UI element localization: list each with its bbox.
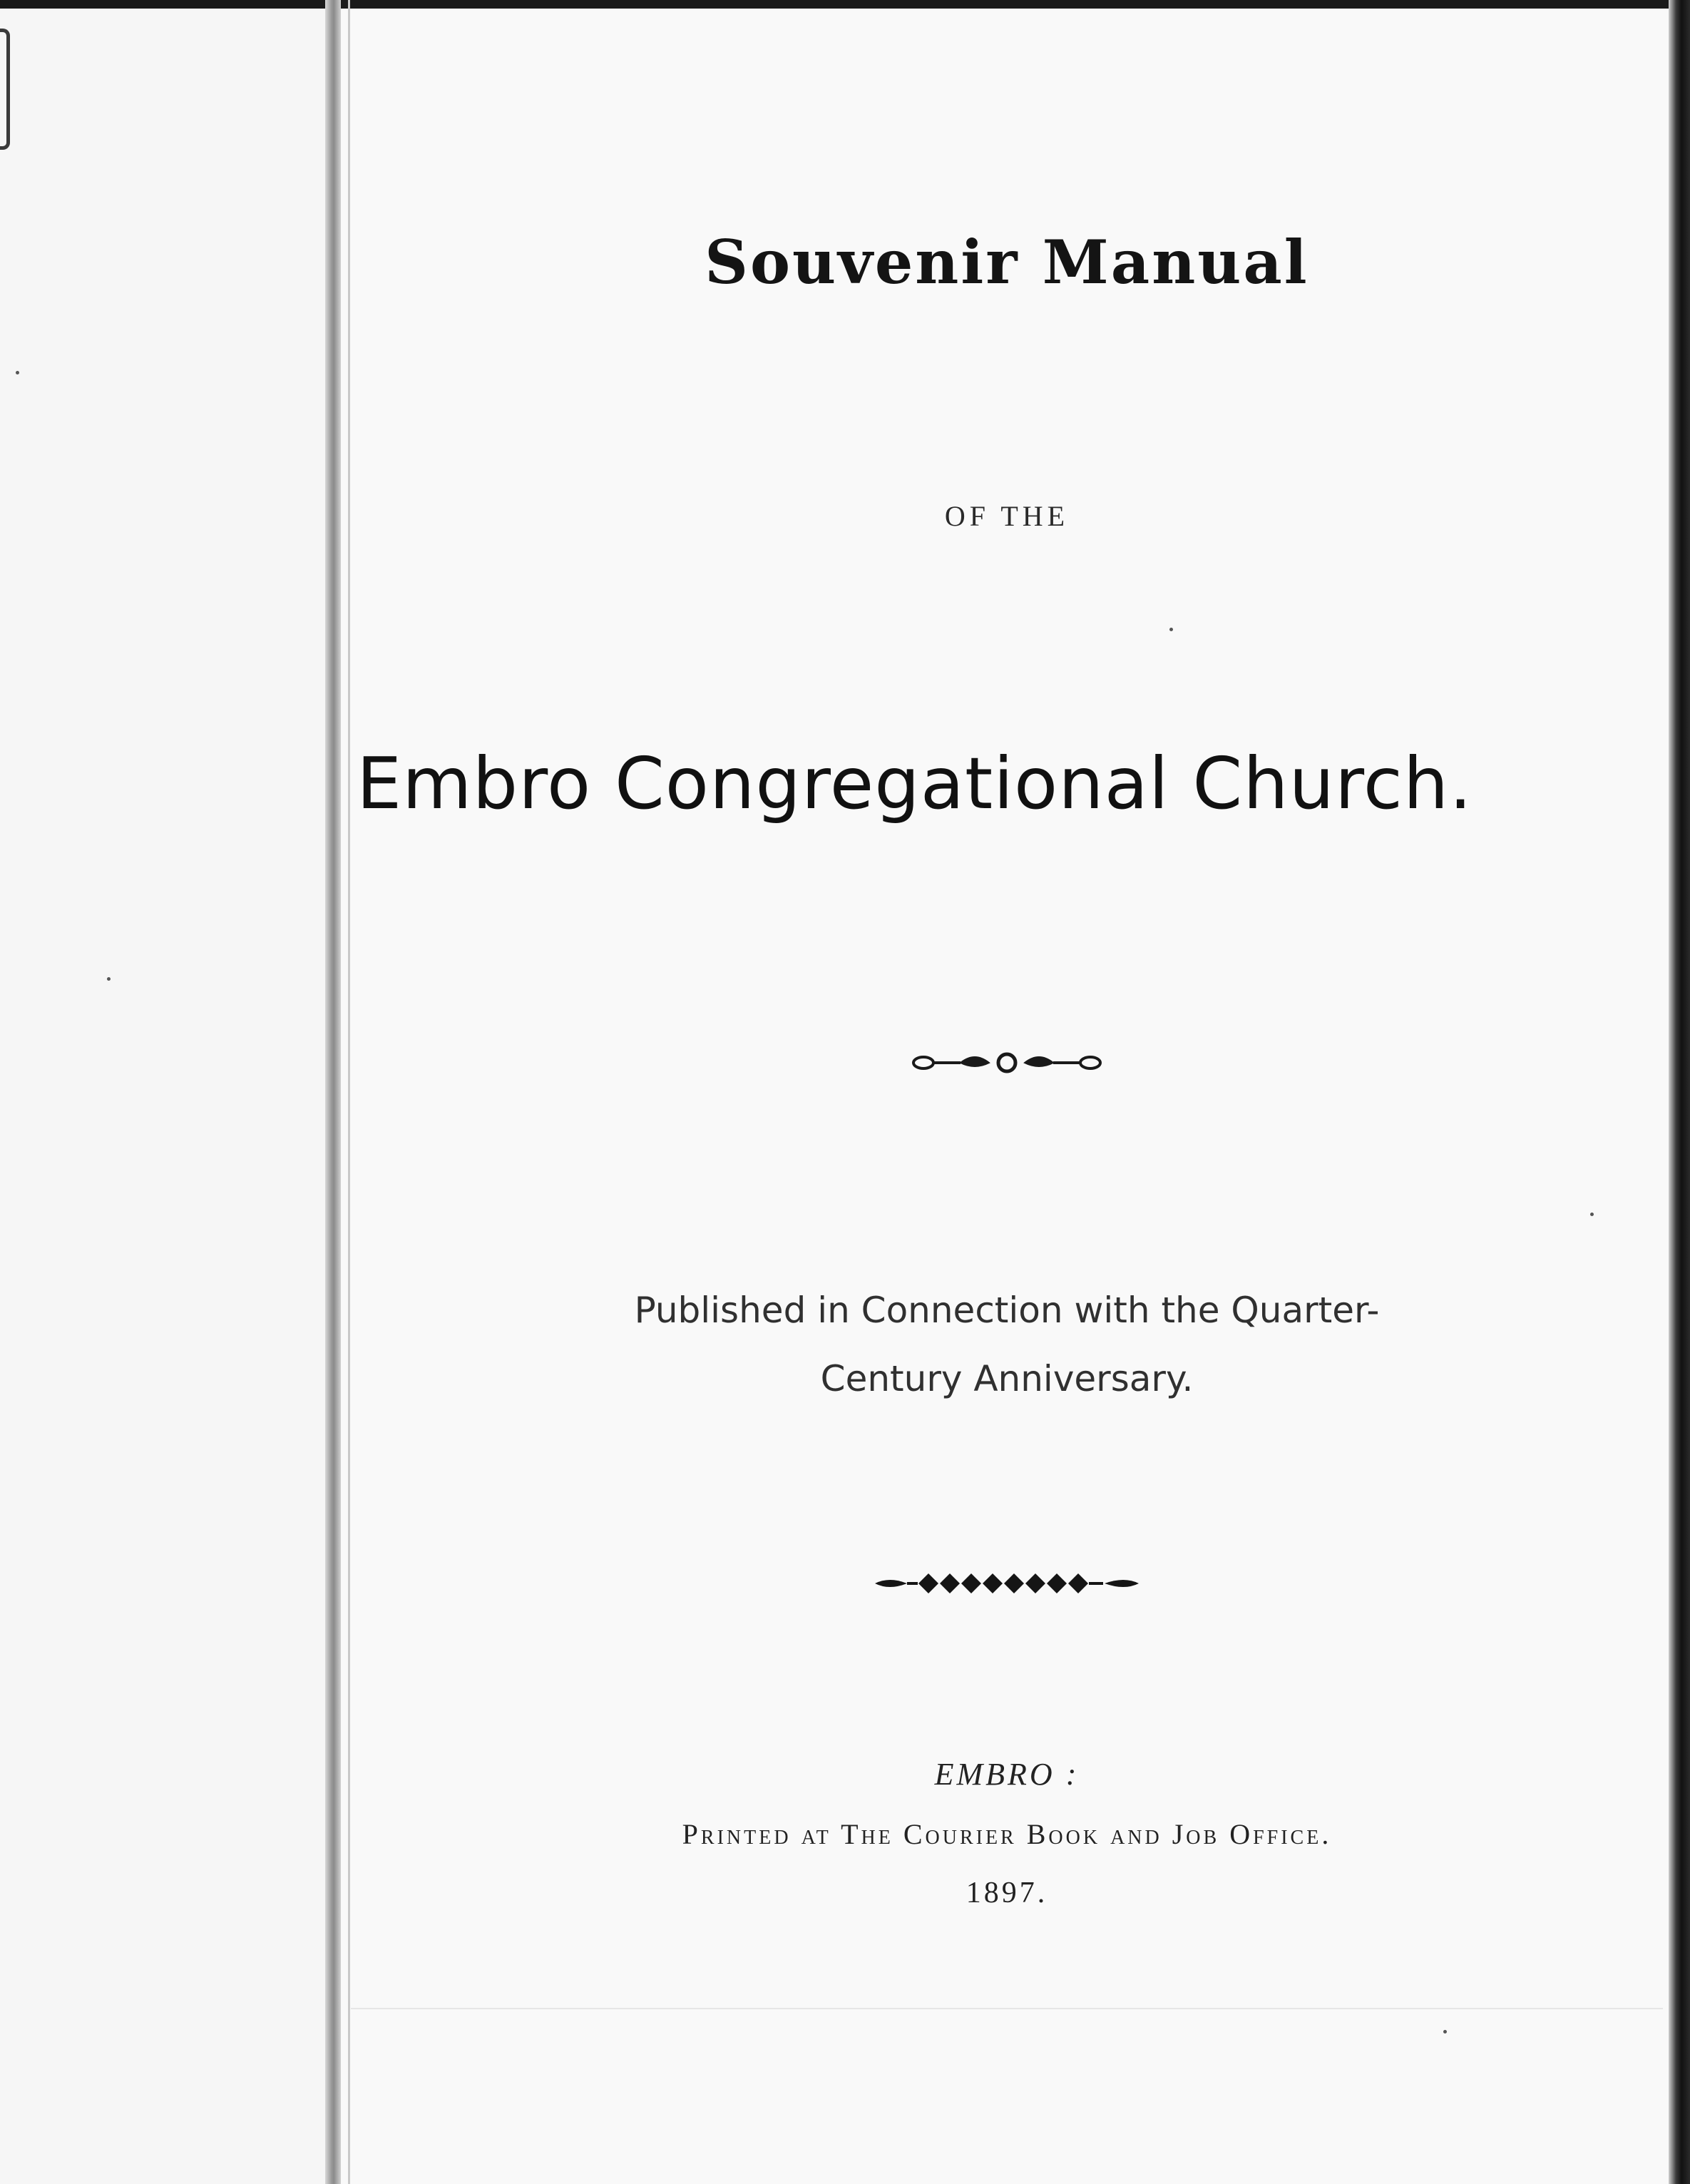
paper-speck: [16, 371, 19, 374]
page-crease: [351, 2008, 1663, 2009]
scan-right-edge: [1669, 0, 1690, 2184]
scan-top-edge: [0, 0, 1690, 9]
church-name: Embro Congregational Church.: [357, 742, 1473, 825]
gutter-line: [348, 0, 350, 2184]
imprint-printer: Printed at The Courier Book and Job Office.: [682, 1818, 1332, 1850]
blank-facing-page: [0, 9, 334, 2184]
diamond-ornament: [351, 1569, 1663, 1598]
book-title: Souvenir Manual: [705, 227, 1309, 297]
imprint-year: 1897.: [966, 1877, 1048, 1909]
paper-speck: [107, 977, 111, 981]
subtitle-line-1: Published in Connection with the Quarter-: [634, 1290, 1380, 1331]
paper-speck: [1169, 628, 1173, 631]
title-connector: OF THE: [944, 500, 1070, 532]
paper-speck: [1590, 1213, 1594, 1216]
subtitle-line-2: Century Anniversary.: [820, 1358, 1194, 1399]
paper-speck: [1443, 2030, 1447, 2034]
book-gutter: [325, 0, 341, 2184]
binder-clip: [0, 29, 10, 150]
imprint-place: EMBRO :: [934, 1757, 1080, 1792]
vine-ornament: [351, 1048, 1663, 1077]
